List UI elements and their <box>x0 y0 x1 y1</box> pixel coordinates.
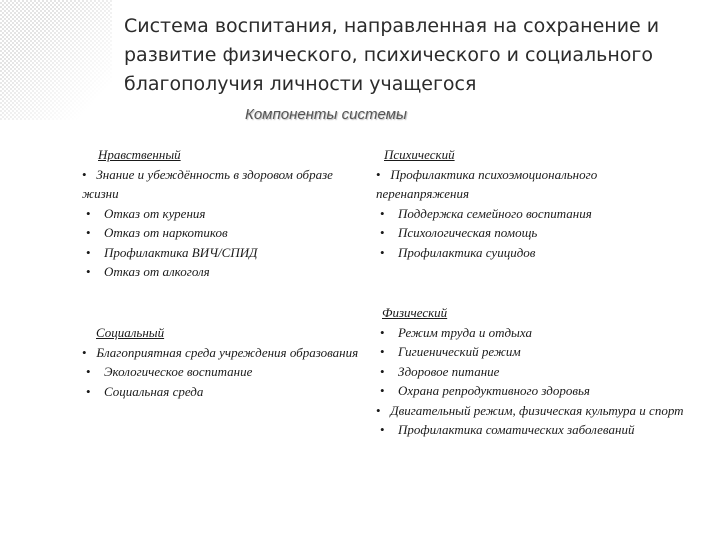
list-item: • Режим труда и отдыха <box>376 323 716 343</box>
list-item: • Экологическое воспитание <box>82 362 372 382</box>
moral-component <box>82 145 372 282</box>
moral-list <box>82 165 372 282</box>
list-item: • Профилактика соматических заболеваний <box>376 420 716 440</box>
list-item: • Профилактика психоэмоционального перенапряжения <box>376 165 676 204</box>
social-heading: Социальный <box>96 325 165 340</box>
phys-list <box>376 323 716 440</box>
phys-component <box>376 303 716 440</box>
list-item: • Профилактика ВИЧ/СПИД <box>82 243 372 263</box>
list-item: • Двигательный режим, физическая культура и спорт <box>376 401 716 421</box>
list-item: • Психологическая помощь <box>376 223 676 243</box>
corner-pattern <box>0 0 112 120</box>
list-item: • Здоровое питание <box>376 362 716 382</box>
list-item: • Отказ от курения <box>82 204 372 224</box>
phys-heading: Физический <box>382 305 448 320</box>
list-item: • Отказ от алкоголя <box>82 262 372 282</box>
slide-title: Система воспитания, направленная на сохранение и развитие физического, психического и социального благополучия личности учащегося <box>124 15 660 95</box>
psych-heading: Психический <box>384 147 455 162</box>
list-item: • Охрана репродуктивного здоровья <box>376 381 716 401</box>
list-item: • Благоприятная среда учреждения образования <box>82 343 372 363</box>
list-item: • Гигиенический режим <box>376 342 716 362</box>
social-list <box>82 343 372 402</box>
list-item: • Профилактика суицидов <box>376 243 676 263</box>
social-component <box>82 323 372 401</box>
list-item: • Поддержка семейного воспитания <box>376 204 676 224</box>
list-item: • Отказ от наркотиков <box>82 223 372 243</box>
psych-list <box>376 165 676 263</box>
list-item: • Знание и убеждённость в здоровом образе жизни <box>82 165 372 204</box>
moral-heading: Нравственный <box>98 147 181 162</box>
psych-component <box>376 145 676 262</box>
list-item: • Социальная среда <box>82 382 372 402</box>
slide-subtitle: Компоненты системы <box>245 106 407 123</box>
